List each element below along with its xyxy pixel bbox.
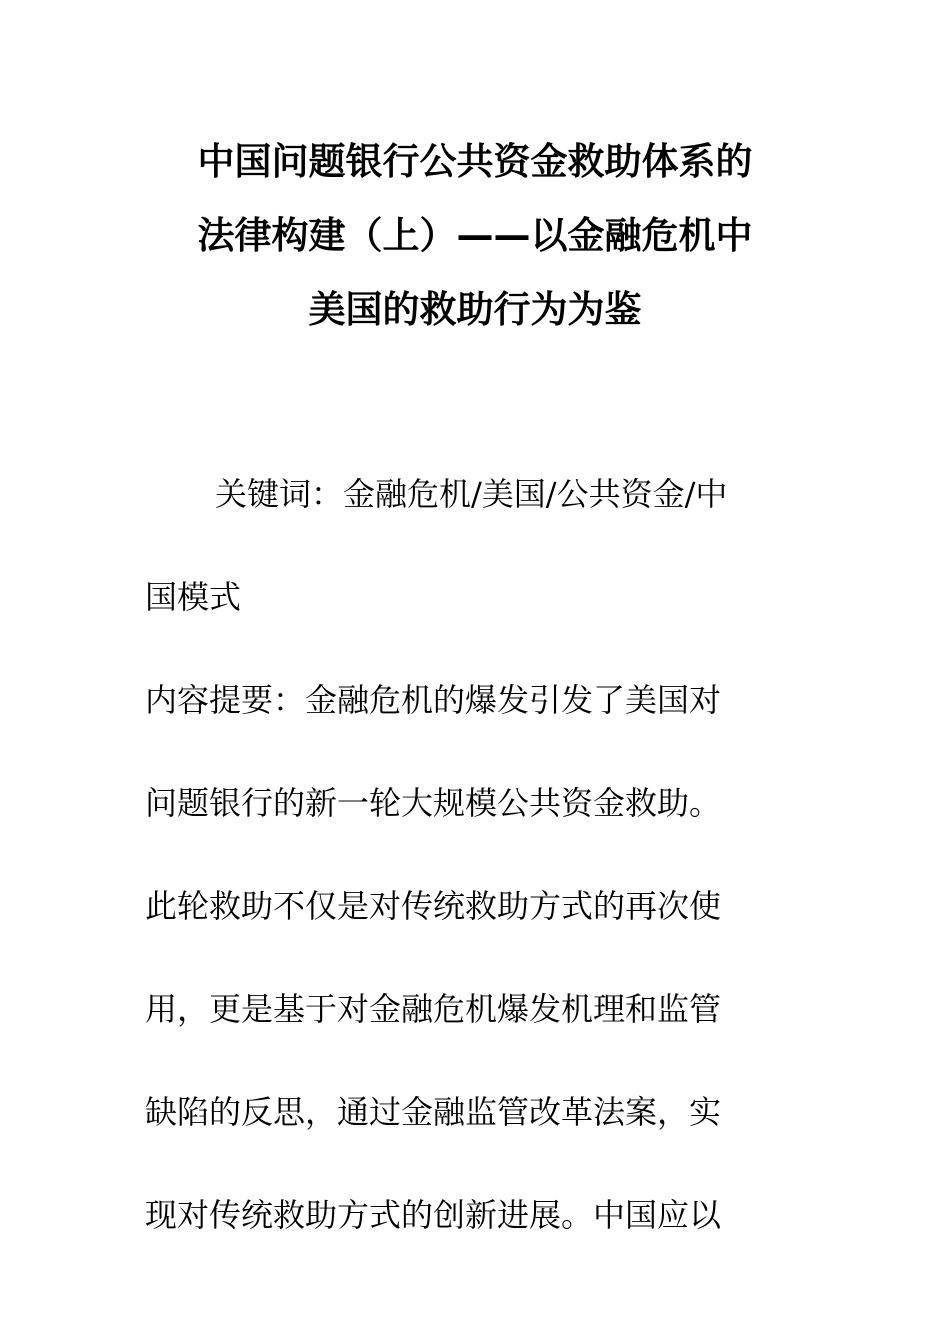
abstract-line-6: 现对传统救助方式的创新进展。中国应以: [145, 1196, 722, 1234]
abstract-line-3: 此轮救助不仅是对传统救助方式的再次使: [145, 887, 722, 925]
title-line-3: 美国的救助行为为鉴: [308, 288, 642, 331]
title-line-2: 法律构建（上）——以金融危机中: [197, 214, 753, 257]
document-body: [145, 443, 805, 1267]
title-line-1: 中国问题银行公共资金救助体系的: [197, 140, 753, 183]
abstract-line-4: 用，更是基于对金融危机爆发机理和监管: [145, 990, 722, 1028]
keywords-line-1: 关键词：金融危机/美国/公共资金/中: [215, 475, 728, 513]
keywords-line-2: 国模式: [145, 578, 242, 616]
abstract-line-1: 内容提要：金融危机的爆发引发了美国对: [145, 681, 722, 719]
document-title: [150, 125, 800, 347]
abstract-line-2: 问题银行的新一轮大规模公共资金救助。: [145, 784, 722, 822]
abstract-line-5: 缺陷的反思，通过金融监管改革法案，实: [145, 1093, 722, 1131]
